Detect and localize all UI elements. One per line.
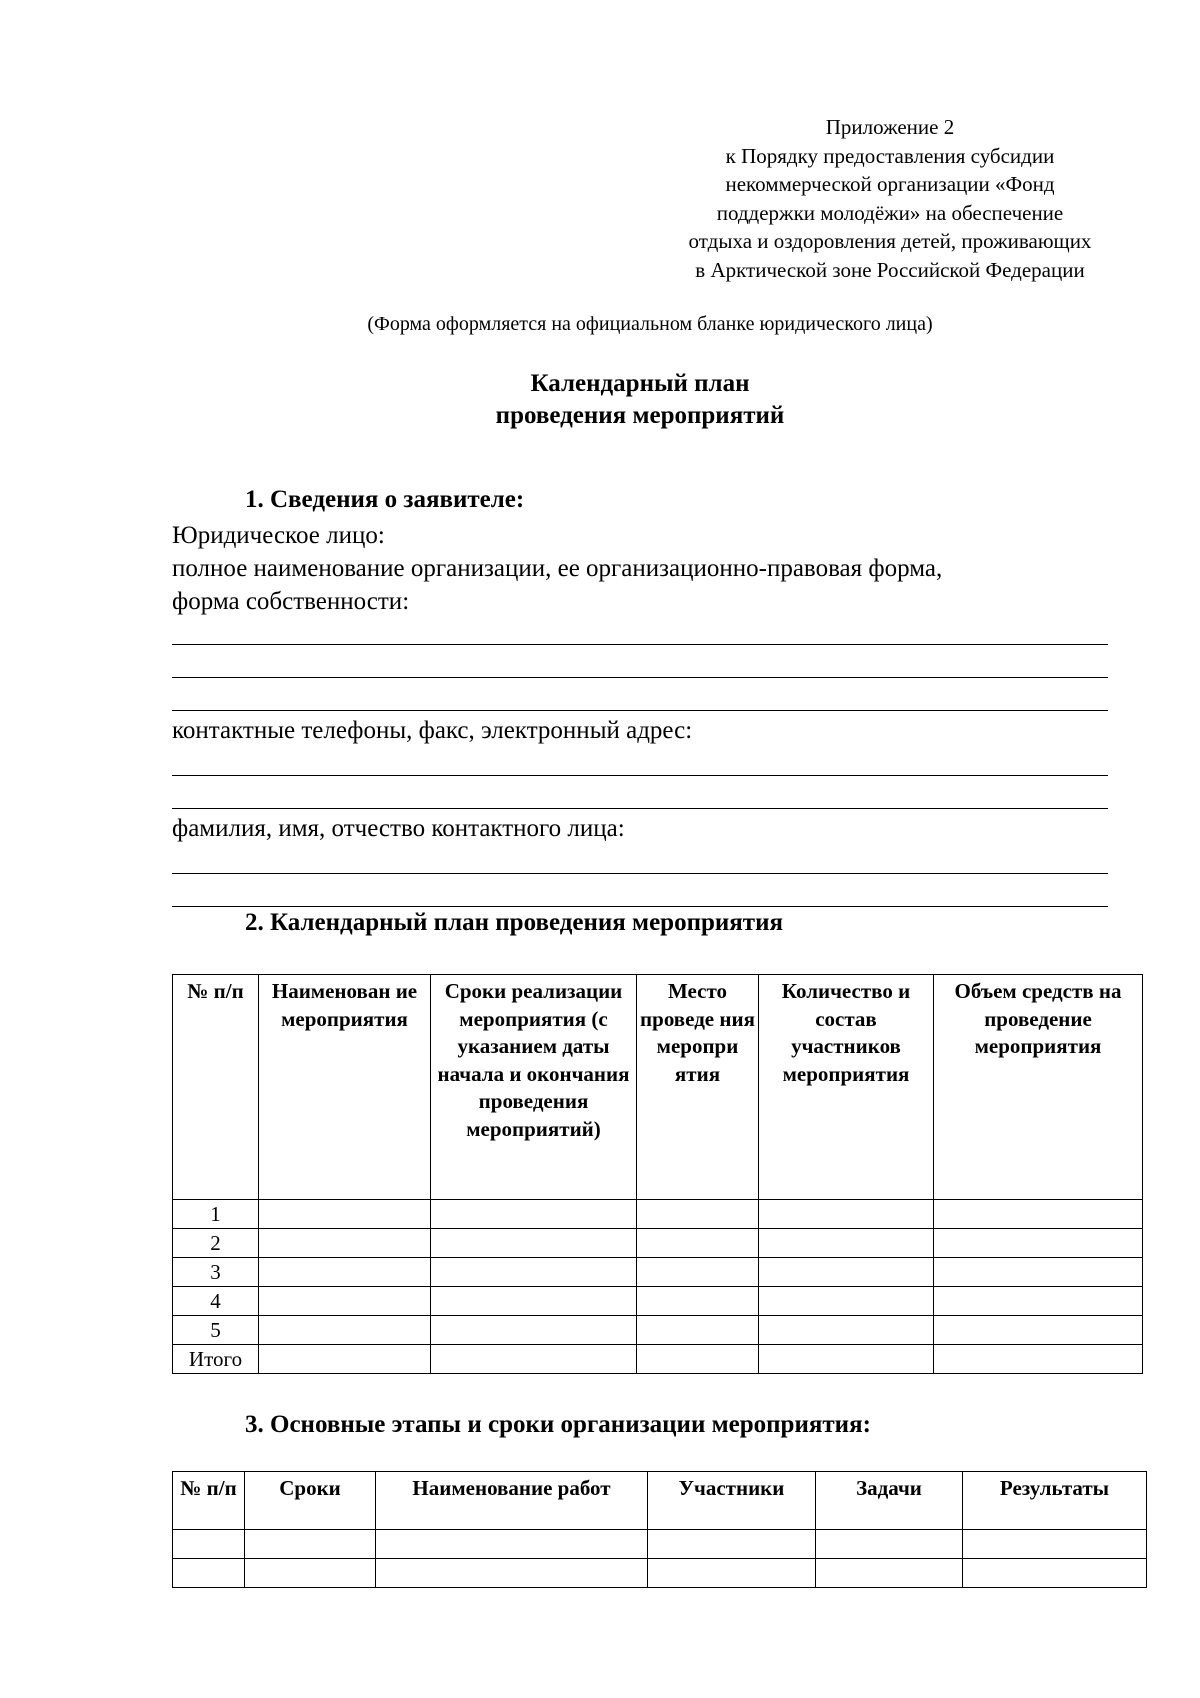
column-header: Участники <box>648 1472 816 1530</box>
table-cell[interactable] <box>759 1258 934 1287</box>
fill-line <box>172 775 1108 776</box>
table-cell[interactable] <box>376 1559 648 1588</box>
table-cell[interactable] <box>759 1345 934 1374</box>
appendix-line: поддержки молодёжи» на обеспечение <box>716 200 1064 225</box>
section-2-number: 2 <box>245 909 258 936</box>
table-cell[interactable] <box>259 1258 431 1287</box>
table-cell[interactable] <box>816 1530 963 1559</box>
table-cell[interactable] <box>245 1559 376 1588</box>
table-cell[interactable] <box>431 1345 637 1374</box>
table-cell[interactable] <box>934 1287 1143 1316</box>
table-cell[interactable] <box>259 1316 431 1345</box>
appendix-line: к Порядку предоставления субсидии <box>725 143 1055 168</box>
calendar-plan-table <box>172 974 1143 1374</box>
table-cell[interactable] <box>934 1316 1143 1345</box>
table-cell[interactable] <box>637 1200 759 1229</box>
table-header-row <box>173 975 1143 1200</box>
column-header: Наименование работ <box>376 1472 648 1530</box>
table-cell[interactable] <box>431 1229 637 1258</box>
table-cell[interactable] <box>259 1287 431 1316</box>
appendix-line: отдыха и оздоровления детей, проживающих <box>688 229 1092 253</box>
table-cell[interactable] <box>376 1530 648 1559</box>
table-cell[interactable] <box>637 1258 759 1287</box>
table-cell[interactable] <box>173 1530 245 1559</box>
table-cell[interactable] <box>259 1200 431 1229</box>
table-row <box>173 1229 1143 1258</box>
contacts-label: контактные телефоны, факс, электронный адрес: <box>172 717 693 744</box>
column-header: Сроки <box>245 1472 376 1530</box>
form-note: (Форма оформляется на официальном бланке юридического лица) <box>367 313 933 335</box>
appendix-line: некоммерческой организации «Фонд <box>725 172 1055 196</box>
appendix-line: в Арктической зоне Российской Федерации <box>695 257 1085 282</box>
row-number: 4 <box>173 1287 259 1316</box>
title-line: Календарный план <box>530 370 750 397</box>
table-cell[interactable] <box>963 1559 1147 1588</box>
document-title <box>330 368 950 432</box>
legal-entity-label: Юридическое лицо: <box>172 522 385 549</box>
table-cell[interactable] <box>637 1316 759 1345</box>
section-1-heading: 1. Сведения о заявителе: <box>245 486 525 513</box>
column-header: Объем средств на проведение мероприятия <box>934 975 1143 1200</box>
contact-person-label: фамилия, имя, отчество контактного лица: <box>172 815 625 842</box>
fill-line <box>172 873 1108 874</box>
section-2-heading <box>245 909 783 937</box>
fill-line <box>172 808 1108 809</box>
table-row <box>173 1200 1143 1229</box>
table-cell[interactable] <box>431 1200 637 1229</box>
section-2-title: . Календарный план проведения мероприятия <box>257 909 784 936</box>
table-row <box>173 1287 1143 1316</box>
appendix-header <box>600 113 1180 284</box>
table-header-row <box>173 1472 1147 1530</box>
total-label: Итого <box>173 1345 259 1374</box>
column-header: Наименован ие мероприятия <box>259 975 431 1200</box>
fill-line <box>172 710 1108 711</box>
table-cell[interactable] <box>637 1229 759 1258</box>
table-cell[interactable] <box>173 1559 245 1588</box>
row-number: 2 <box>173 1229 259 1258</box>
row-number: 3 <box>173 1258 259 1287</box>
table-cell[interactable] <box>259 1345 431 1374</box>
table-cell[interactable] <box>648 1530 816 1559</box>
fill-line <box>172 644 1108 645</box>
table-cell[interactable] <box>648 1559 816 1588</box>
table-row <box>173 1258 1143 1287</box>
table-cell[interactable] <box>934 1200 1143 1229</box>
column-header: Сроки реализации мероприятия (с указанием даты начала и окончания проведения мероприятий) <box>431 975 637 1200</box>
column-header: Количество и состав участников мероприятия <box>759 975 934 1200</box>
table-cell[interactable] <box>637 1345 759 1374</box>
title-line: проведения мероприятий <box>495 402 785 429</box>
table-cell[interactable] <box>759 1229 934 1258</box>
appendix-line: Приложение 2 <box>825 115 955 139</box>
table-row <box>173 1530 1147 1559</box>
table-cell[interactable] <box>759 1287 934 1316</box>
table-row-total <box>173 1345 1143 1374</box>
fill-line <box>172 906 1108 907</box>
table-cell[interactable] <box>759 1200 934 1229</box>
table-cell[interactable] <box>431 1316 637 1345</box>
table-cell[interactable] <box>259 1229 431 1258</box>
stages-table <box>172 1471 1147 1588</box>
table-cell[interactable] <box>934 1345 1143 1374</box>
column-header: № п/п <box>173 975 259 1200</box>
row-number: 5 <box>173 1316 259 1345</box>
full-name-label: полное наименование организации, ее организационно-правовая форма, <box>172 555 943 582</box>
table-cell[interactable] <box>963 1530 1147 1559</box>
section-3-heading: 3. Основные этапы и сроки организации мероприятия: <box>245 1411 871 1438</box>
table-cell[interactable] <box>934 1229 1143 1258</box>
fill-line <box>172 677 1108 678</box>
table-cell[interactable] <box>637 1287 759 1316</box>
table-row <box>173 1559 1147 1588</box>
row-number: 1 <box>173 1200 259 1229</box>
table-cell[interactable] <box>431 1258 637 1287</box>
ownership-label: форма собственности: <box>172 588 410 615</box>
column-header: Место проведе ния меропри ятия <box>637 975 759 1200</box>
table-cell[interactable] <box>431 1287 637 1316</box>
table-row <box>173 1316 1143 1345</box>
table-cell[interactable] <box>934 1258 1143 1287</box>
column-header: Задачи <box>816 1472 963 1530</box>
table-cell[interactable] <box>245 1530 376 1559</box>
column-header: № п/п <box>173 1472 245 1530</box>
table-cell[interactable] <box>759 1316 934 1345</box>
column-header: Результаты <box>963 1472 1147 1530</box>
table-cell[interactable] <box>816 1559 963 1588</box>
